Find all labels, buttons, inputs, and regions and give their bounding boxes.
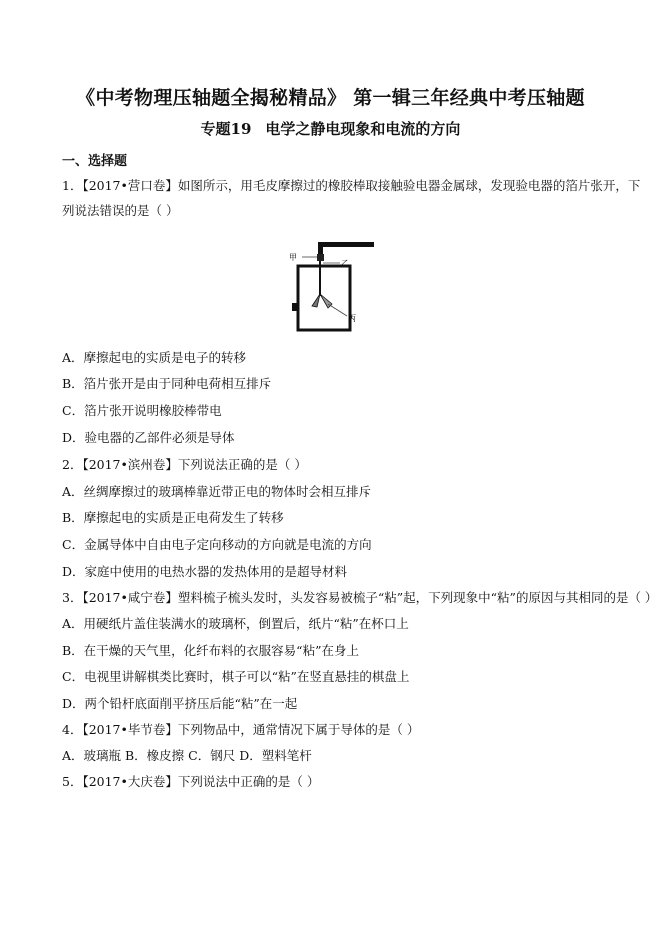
q2-option-c: C．金属导体中自由电子定向移动的方向就是电流的方向 — [62, 537, 372, 552]
jar-knob — [292, 303, 298, 311]
q1-option-d: D．验电器的乙部件必须是导体 — [62, 430, 235, 445]
foil-right — [320, 294, 332, 308]
q3-option-c: C．电视里讲解棋类比赛时，棋子可以“粘”在竖直悬挂的棋盘上 — [62, 669, 410, 684]
q3-option-a: A．用硬纸片盖住装满水的玻璃杯，倒置后，纸片“粘”在杯口上 — [62, 616, 409, 631]
q3-stem: 3．【2017•咸宁卷】塑料梳子梳头发时，头发容易被梳子“粘”起，下列现象中“粘”的原因与其相同的是（ ） — [62, 590, 658, 605]
label-jia: 甲 — [289, 253, 297, 262]
q1-option-c: C．箔片张开说明橡胶棒带电 — [62, 403, 222, 418]
rubber-rod — [318, 242, 374, 247]
document-title: 《中考物理压轴题全揭秘精品》 第一辑三年经典中考压轴题 — [76, 87, 585, 109]
q3-option-d: D．两个铅杆底面削平挤压后能“粘”在一起 — [62, 696, 298, 711]
foil-left — [312, 294, 320, 307]
q2-option-b: B．摩擦起电的实质是正电荷发生了转移 — [62, 510, 284, 525]
q3-option-b: B．在干燥的天气里，化纤布料的衣服容易“粘”在身上 — [62, 643, 359, 658]
label-bing: 丙 — [348, 314, 356, 323]
q5-stem: 5．【2017•大庆卷】下列说法中正确的是（ ） — [62, 774, 320, 789]
topic-subtitle — [0, 118, 661, 139]
q4-options: A．玻璃瓶 B．橡皮擦 C．钢尺 D．塑料笔杆 — [62, 748, 312, 763]
q4-stem: 4．【2017•毕节卷】下列物品中，通常情况下属于导体的是（ ） — [62, 722, 420, 737]
q1-option-b: B．箔片张开是由于同种电荷相互排斥 — [62, 376, 272, 391]
q2-stem: 2．【2017•滨州卷】下列说法正确的是（ ） — [62, 457, 307, 472]
metal-ball — [317, 254, 324, 261]
label-yi: 乙 — [341, 259, 349, 268]
q1-stem-line-1: 1．【2017•营口卷】如图所示，用毛皮摩擦过的橡胶棒取接触验电器金属球，发现验电器的箔片张开，下 — [62, 178, 641, 193]
topic-name: 电学之静电现象和电流的方向 — [265, 120, 461, 138]
rod-handle — [318, 242, 323, 256]
topic-number: 专题19 — [200, 120, 252, 138]
section-heading: 一、选择题 — [62, 154, 128, 169]
q1-stem-line-2: 列说法错误的是（ ） — [62, 203, 179, 218]
q2-option-d: D．家庭中使用的电热水器的发热体用的是超导材料 — [62, 564, 348, 579]
q1-option-a: A．摩擦起电的实质是电子的转移 — [62, 350, 247, 365]
electroscope-figure — [288, 238, 378, 338]
q2-option-a: A．丝绸摩擦过的玻璃棒靠近带正电的物体时会相互排斥 — [62, 484, 372, 499]
